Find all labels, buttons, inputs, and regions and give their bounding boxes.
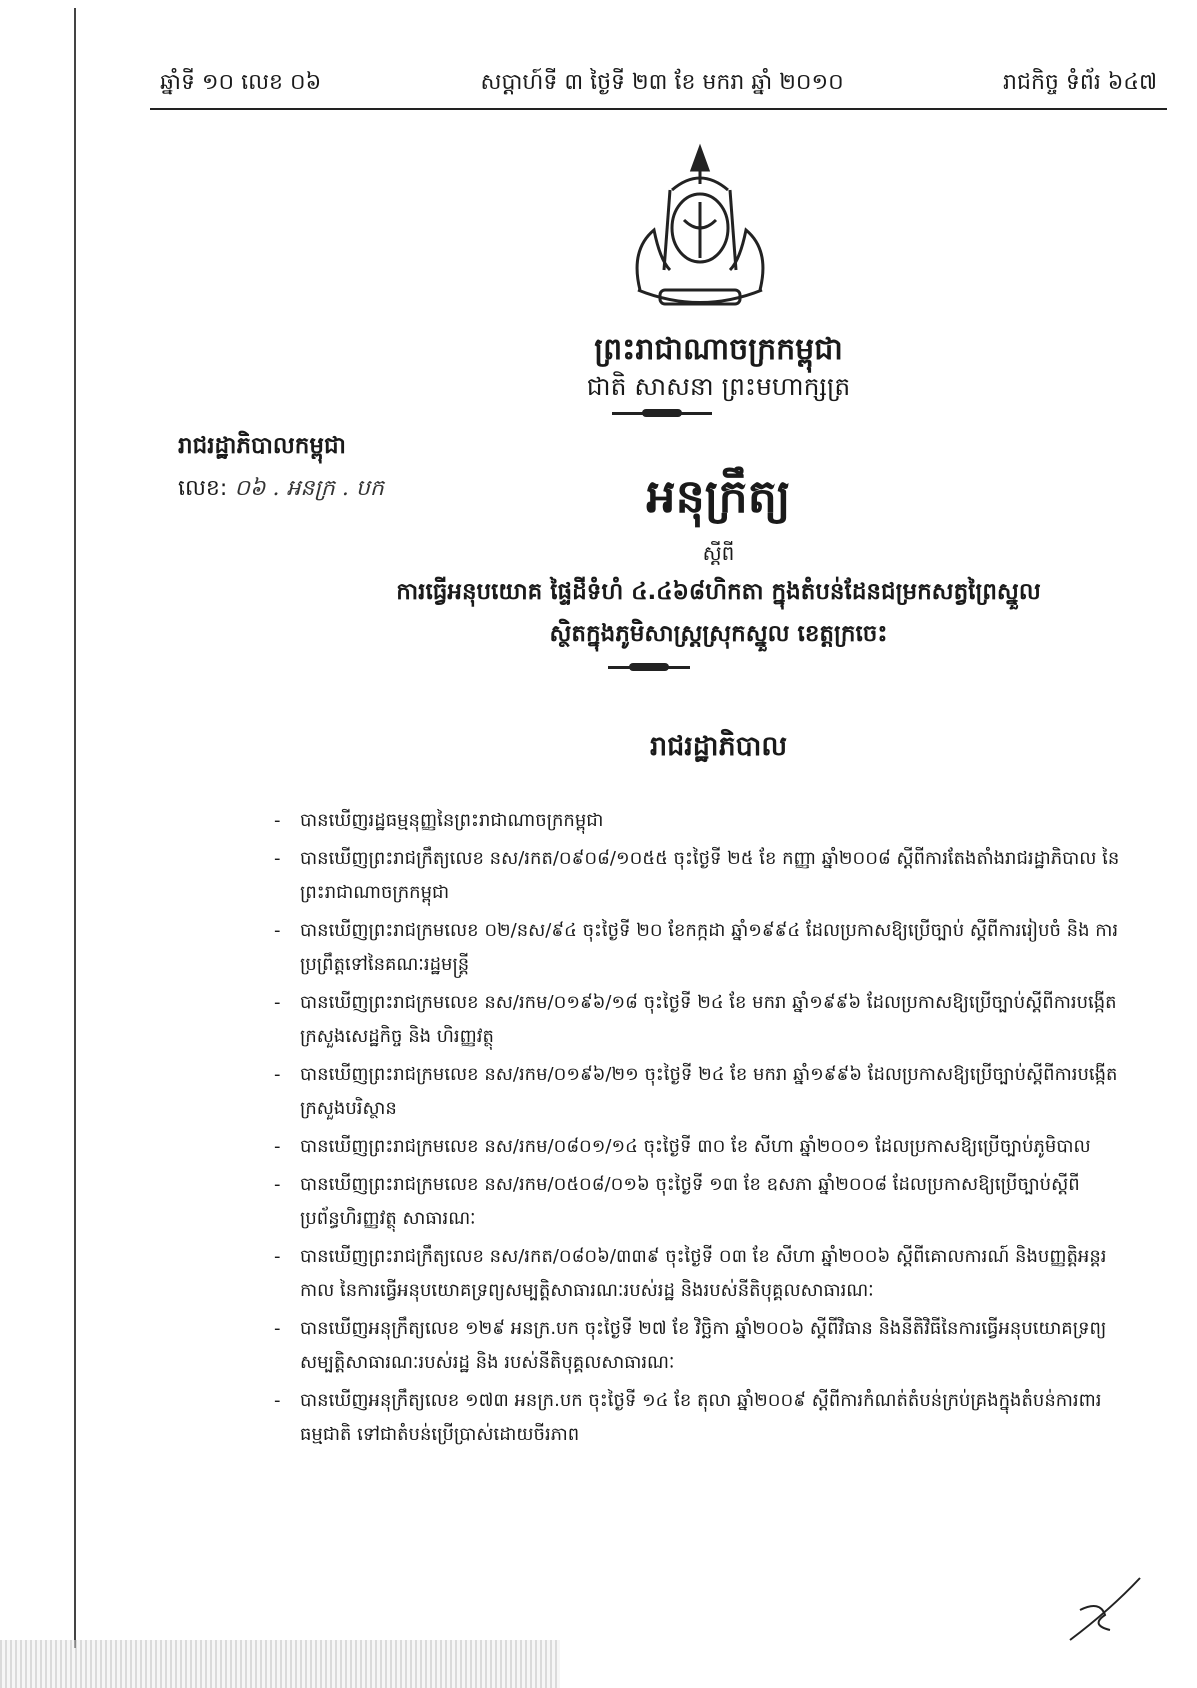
kingdom-name: ព្រះរាជាណាចក្រកម្ពុជា: [594, 332, 843, 367]
reference-item: [274, 1130, 1140, 1164]
list-bullet: -: [274, 810, 281, 831]
initials-signature: [1050, 1570, 1150, 1650]
list-bullet: -: [274, 920, 281, 941]
reference-item: [274, 914, 1140, 982]
legal-references-list: [274, 804, 1140, 1456]
handwritten-reference-number: ០៦ . អនក្រ . បក: [234, 476, 384, 501]
ornament-divider: [612, 412, 712, 415]
royal-coat-of-arms-icon: [600, 140, 800, 325]
subject-line-2: ស្ថិតក្នុងភូមិសាស្ត្រស្រុកស្នួល ខេត្តក្រចេះ: [549, 621, 888, 647]
scan-artifact: [0, 1640, 560, 1688]
reference-text: បានឃើញព្រះរាជក្រមលេខ នស/រកម/០១៩៦/១៨ ចុះថ្ងៃទី ២៤ ខែ មករា ឆ្នាំ១៩៩៦ ដែលប្រកាសឱ្យប្រើច្បាប់ស្តីពីការបង្កើតក្រសួងសេដ្ឋកិច្ច និង ហិរញ្ញវត្ថុ: [300, 992, 1117, 1047]
issue-number: ឆ្នាំទី ១០ លេខ ០៦: [160, 70, 322, 95]
list-bullet: -: [274, 1174, 281, 1195]
list-bullet: -: [274, 1064, 281, 1085]
list-bullet: -: [274, 1390, 281, 1411]
reference-text: បានឃើញព្រះរាជក្រមលេខ នស/រកម/០១៩៦/២១ ចុះថ្ងៃទី ២៤ ខែ មករា ឆ្នាំ១៩៩៦ ដែលប្រកាសឱ្យប្រើច្បាប់ស្តីពីការបង្កើតក្រសួងបរិស្ថាន: [300, 1064, 1118, 1119]
subject-line-1: ការធ្វើអនុបយោគ ផ្ទៃដីទំហំ ៤.៤៦៨ហិកតា ក្នុងតំបន់ដែនជម្រកសត្វព្រៃស្នួល: [396, 579, 1041, 605]
reference-item: [274, 1168, 1140, 1236]
header-divider: [150, 108, 1167, 110]
reference-item: [274, 1058, 1140, 1126]
document-title: អនុក្រឹត្យ: [646, 469, 791, 523]
gazette-page-number: រាជកិច្ច ទំព័រ ៦៤៧: [1003, 70, 1157, 95]
reference-item: [274, 842, 1140, 910]
reference-item: [274, 1384, 1140, 1452]
list-bullet: -: [274, 1318, 281, 1339]
list-bullet: -: [274, 992, 281, 1013]
gazette-header: [160, 64, 1157, 104]
reference-label: លេខ:: [178, 476, 228, 501]
reference-item: [274, 1312, 1140, 1380]
list-bullet: -: [274, 1136, 281, 1157]
binding-edge-line: [74, 8, 76, 1648]
gazette-date: សប្តាហ៍ទី ៣ ថ្ងៃទី ២៣ ខែ មករា ឆ្នាំ ២០១០: [480, 70, 844, 95]
royal-government-heading: រាជរដ្ឋាភិបាល: [649, 731, 788, 762]
reference-text: បានឃើញព្រះរាជក្រមលេខ នស/រកម/០៥០៨/០១៦ ចុះថ្ងៃទី ១៣ ខែ ឧសភា ឆ្នាំ២០០៨ ដែលប្រកាសឱ្យប្រើច្បាប់ស្តីពីប្រព័ន្ធហិរញ្ញវត្ថុ សាធារណៈ: [300, 1174, 1080, 1229]
title-on-label: ស្តីពី: [702, 541, 735, 565]
reference-text: បានឃើញព្រះរាជក្រឹត្យលេខ នស/រកត/០៨០៦/៣៣៩ ចុះថ្ងៃទី ០៣ ខែ សីហា ឆ្នាំ២០០៦ ស្តីពីគោលការណ៍ និងបញ្ញត្តិអន្តរកាល នៃការធ្វើអនុបយោគទ្រព្យសម្បត្តិសាធារណៈរបស់រដ្ឋ និងរបស់នីតិបុគ្គលសាធារណៈ: [300, 1246, 1107, 1301]
reference-item: [274, 986, 1140, 1054]
issuing-government: រាជរដ្ឋាភិបាលកម្ពុជា: [178, 433, 346, 459]
list-bullet: -: [274, 1246, 281, 1267]
ornament-divider: [608, 666, 690, 669]
reference-item: [274, 1240, 1140, 1308]
reference-text: បានឃើញព្រះរាជក្រមលេខ ០២/នស/៩៤ ចុះថ្ងៃទី ២០ ខែកក្កដា ឆ្នាំ១៩៩៤ ដែលប្រកាសឱ្យប្រើច្បាប់ ស្តីពីការរៀបចំ និង ការប្រព្រឹត្តទៅនៃគណៈរដ្ឋមន្ត្រី: [300, 920, 1119, 975]
reference-text: បានឃើញរដ្ឋធម្មនុញ្ញនៃព្រះរាជាណាចក្រកម្ពុជា: [300, 810, 604, 831]
reference-text: បានឃើញអនុក្រឹត្យលេខ ១៧៣ អនក្រ.បក ចុះថ្ងៃទី ១៤ ខែ តុលា ឆ្នាំ២០០៩ ស្តីពីការកំណត់តំបន់ក្រប់គ្រងក្នុងតំបន់ការពារធម្មជាតិ ទៅជាតំបន់ប្រើប្រាស់ដោយចីរភាព: [300, 1390, 1102, 1445]
reference-text: បានឃើញព្រះរាជក្រឹត្យលេខ នស/រកត/០៩០៨/១០៥៥ ចុះថ្ងៃទី ២៥ ខែ កញ្ញា ឆ្នាំ២០០៨ ស្តីពីការតែងតាំងរាជរដ្ឋាភិបាល នៃព្រះរាជាណាចក្រកម្ពុជា: [300, 848, 1120, 903]
list-bullet: -: [274, 848, 281, 869]
reference-text: បានឃើញអនុក្រឹត្យលេខ ១២៩ អនក្រ.បក ចុះថ្ងៃទី ២៧ ខែ វិច្ឆិកា ឆ្នាំ២០០៦ ស្តីពីវិធាន និងនីតិវិធីនៃការធ្វើអនុបយោគទ្រព្យសម្បត្តិសាធារណៈរបស់រដ្ឋ និង របស់នីតិបុគ្គលសាធារណៈ: [300, 1318, 1107, 1373]
national-motto: ជាតិ សាសនា ព្រះមហាក្សត្រ: [586, 372, 851, 401]
reference-text: បានឃើញព្រះរាជក្រមលេខ នស/រកម/០៨០១/១៤ ចុះថ្ងៃទី ៣០ ខែ សីហា ឆ្នាំ២០០១ ដែលប្រកាសឱ្យប្រើច្បាប់ភូមិបាល: [300, 1136, 1091, 1157]
reference-item: [274, 804, 1140, 838]
